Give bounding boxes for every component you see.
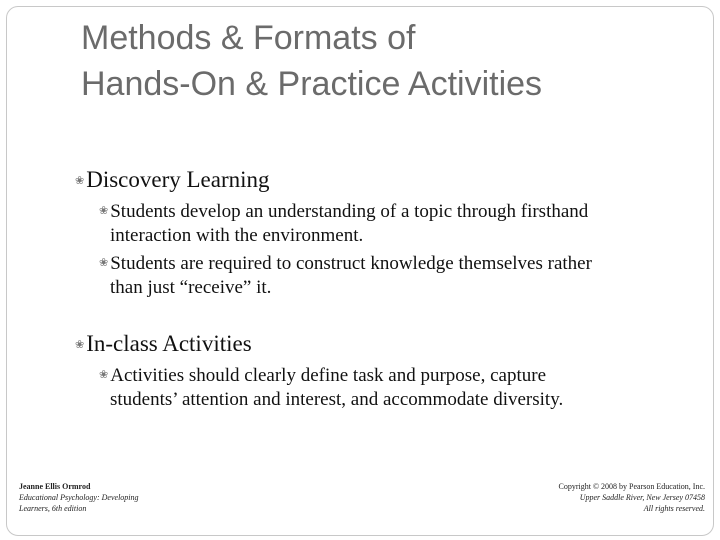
footer-book-info xyxy=(19,481,199,514)
sub-bullet-line-1: Students are required to construct knowledge themselves rather xyxy=(110,253,592,274)
bullet-label: Discovery Learning xyxy=(86,167,270,192)
bullet-marker-icon: ❀ xyxy=(99,257,109,269)
footer-copyright xyxy=(505,481,705,514)
sub-bullet-line-2: students’ attention and interest, and accommodate diversity. xyxy=(110,389,564,410)
sub-bullet-line-2: interaction with the environment. xyxy=(110,225,364,246)
slide xyxy=(6,6,714,536)
title-line-1: Methods & Formats of xyxy=(81,19,416,57)
bullet-label: In-class Activities xyxy=(86,331,252,356)
sub-bullet-line-1: Activities should clearly define task and purpose, capture xyxy=(110,365,547,386)
bullet-marker-icon: ❀ xyxy=(75,175,85,187)
bullet-marker-icon: ❀ xyxy=(99,205,109,217)
slide-body xyxy=(7,7,713,535)
sub-bullet-line-1: Students develop an understanding of a topic through firsthand xyxy=(110,201,589,222)
footer-book-line-1: Educational Psychology: Developing xyxy=(19,493,139,502)
bullet-discovery-learning xyxy=(75,167,270,194)
sub-bullet-line-2: than just “receive” it. xyxy=(110,277,272,298)
footer-author: Jeanne Ellis Ormrod xyxy=(19,482,91,491)
bullet-in-class-activities xyxy=(75,331,252,358)
title-line-2: Hands-On & Practice Activities xyxy=(81,65,543,103)
footer-copyright-line-3: All rights reserved. xyxy=(643,504,705,513)
sub-bullet-construct xyxy=(99,251,679,300)
sub-bullet-activities xyxy=(99,363,679,412)
sub-bullet-firsthand xyxy=(99,199,679,248)
footer-copyright-line-1: Copyright © 2008 by Pearson Education, Inc. xyxy=(558,482,705,491)
bullet-marker-icon: ❀ xyxy=(99,369,109,381)
bullet-marker-icon: ❀ xyxy=(75,339,85,351)
footer-book-line-2: Learners, 6th edition xyxy=(19,504,87,513)
footer-copyright-line-2: Upper Saddle River, New Jersey 07458 xyxy=(579,493,705,502)
